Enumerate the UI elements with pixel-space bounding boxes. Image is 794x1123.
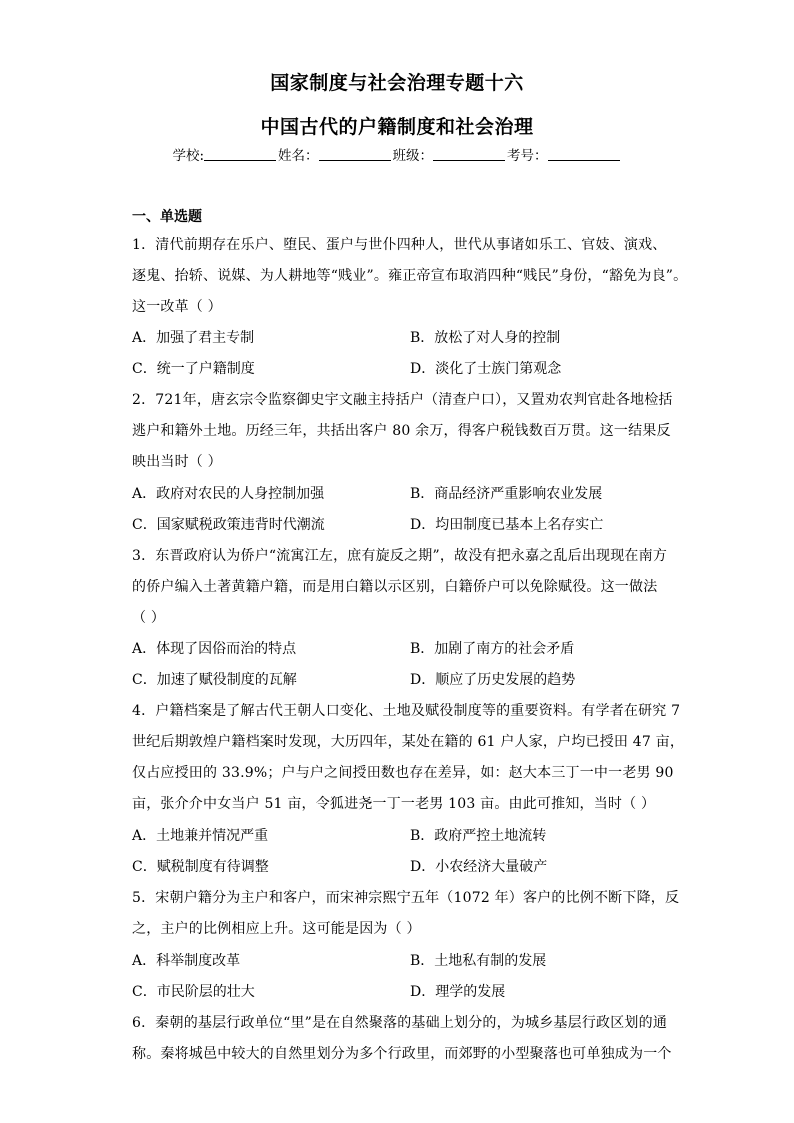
student-info-row [0, 144, 794, 164]
q4-line: 仅占应授田的 33.9%；户与户之间授田数也存在差异，如：赵大本三丁一中一老男 90 [132, 765, 674, 781]
q2-option-c: C．国家赋税政策违背时代潮流 [132, 517, 325, 533]
q3-option-a: A．体现了因俗而治的特点 [132, 641, 297, 657]
id-label: 考号： [507, 148, 548, 164]
q5-line: 之，主户的比例相应上升。这可能是因为（ ） [132, 921, 421, 937]
name-blank [319, 147, 391, 161]
q6-line: 6．秦朝的基层行政单位“里”是在自然聚落的基础上划分的，为城乡基层行政区划的通 [132, 1015, 668, 1031]
q3-line: 3．东晋政府认为侨户“流寓江左，庶有旋反之期”，故没有把永嘉之乱后出现现在南方 [132, 548, 668, 564]
q5-option-d: D．理学的发展 [410, 984, 506, 1000]
page-subtitle: 中国古代的户籍制度和社会治理 [260, 116, 534, 138]
class-label: 班级： [392, 148, 434, 164]
id-blank [548, 147, 620, 161]
q5-line: 5．宋朝户籍分为主户和客户，而宋神宗熙宁五年（1072 年）客户的比例不断下降，反 [132, 890, 680, 906]
q2-line: 逃户和籍外土地。历经三年，共括出客户 80 余万，得客户税钱数百万贯。这一结果反 [132, 423, 671, 439]
q4-option-b: B．政府严控土地流转 [410, 828, 547, 844]
q3-option-d: D．顺应了历史发展的趋势 [410, 672, 576, 688]
q3-line: 的侨户编入土著黄籍户籍，而是用白籍以示区别，白籍侨户可以免除赋役。这一做法 [132, 579, 658, 595]
q5-option-b: B．土地私有制的发展 [410, 953, 547, 969]
q4-option-d: D．小农经济大量破产 [410, 859, 548, 875]
q1-option-d: D．淡化了士族门第观念 [410, 361, 562, 377]
q2-option-d: D．均田制度已基本上名存实亡 [410, 517, 604, 533]
q1-option-a: A．加强了君主专制 [132, 330, 255, 346]
section-heading: 一、单选题 [132, 209, 202, 225]
q2-option-a: A．政府对农民的人身控制加强 [132, 486, 325, 502]
class-blank [433, 147, 505, 161]
q1-line: 这一改革（ ） [132, 299, 222, 315]
q2-line: 2．721年，唐玄宗令监察御史宇文融主持括户（清查户口），又置劝农判官赴各地检括 [132, 392, 673, 408]
school-label: 学校: [172, 148, 205, 164]
q4-option-a: A．土地兼并情况严重 [132, 828, 269, 844]
q1-line: 1．清代前期存在乐户、堕民、蛋户与世仆四种人，世代从事诸如乐工、官妓、演戏、 [132, 237, 667, 253]
q4-line: 亩，张介介中女当户 51 亩，令狐进尧一丁一老男 103 亩。由此可推知，当时（ ） [132, 796, 656, 812]
q5-option-c: C．市民阶层的壮大 [132, 984, 255, 1000]
q1-line: 逐鬼、抬轿、说媒、为人耕地等“贱业”。雍正帝宣布取消四种“贱民”身份，“豁免为良”。 [132, 268, 688, 284]
q2-line: 映出当时（ ） [132, 454, 222, 470]
q2-option-b: B．商品经济严重影响农业发展 [410, 486, 603, 502]
q4-option-c: C．赋税制度有待调整 [132, 859, 269, 875]
q4-line: 世纪后期敦煌户籍档案时发现，大历四年，某处在籍的 61 户人家，户均已授田 47 亩， [132, 734, 685, 750]
q5-option-a: A．科举制度改革 [132, 953, 241, 969]
q6-line: 称。秦将城邑中较大的自然里划分为多个行政里，而郊野的小型聚落也可单独成为一个 [132, 1046, 672, 1062]
q3-option-b: B．加剧了南方的社会矛盾 [410, 641, 575, 657]
q1-option-c: C．统一了户籍制度 [132, 361, 255, 377]
q3-line: （ ） [132, 610, 166, 626]
page-title: 国家制度与社会治理专题十六 [270, 72, 524, 94]
q4-line: 4．户籍档案是了解古代王朝人口变化、土地及赋役制度等的重要资料。有学者在研究 7 [132, 703, 681, 719]
school-blank [204, 147, 276, 161]
q1-option-b: B．放松了对人身的控制 [410, 330, 561, 346]
q3-option-c: C．加速了赋役制度的瓦解 [132, 672, 297, 688]
name-label: 姓名： [278, 148, 319, 164]
